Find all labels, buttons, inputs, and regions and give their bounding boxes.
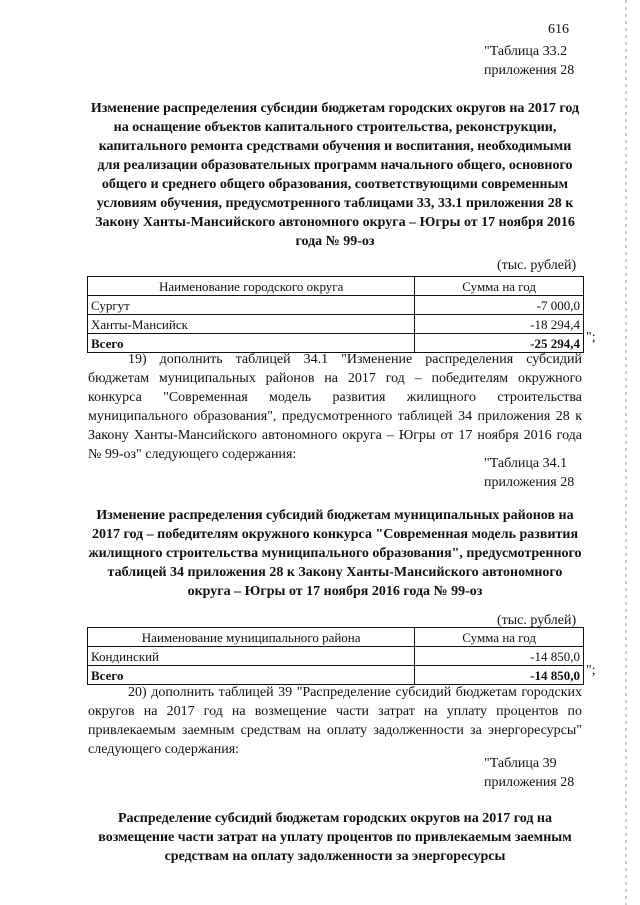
column-header: Наименование муниципального района — [88, 628, 415, 647]
table-34-1-reference — [484, 454, 574, 492]
district-name: Кондинский — [88, 647, 415, 666]
table-33-2-units: (тыс. рублей) — [497, 258, 577, 273]
total-label: Всего — [88, 666, 415, 685]
closing-quote: "; — [586, 330, 596, 345]
reference-line: "Таблица 39 — [484, 756, 557, 771]
table-34-1 — [87, 627, 584, 685]
scan-edge — [625, 0, 627, 905]
table-header-row — [88, 277, 584, 296]
table-34-1-units: (тыс. рублей) — [497, 613, 577, 628]
table-row — [88, 647, 584, 666]
page-number: 616 — [548, 22, 569, 37]
amount: -14 850,0 — [415, 647, 584, 666]
table-33-2-reference — [484, 42, 574, 80]
reference-line: "Таблица 34.1 — [484, 456, 568, 471]
total-amount: -14 850,0 — [415, 666, 584, 685]
table-row — [88, 296, 584, 315]
table-row — [88, 315, 584, 334]
paragraph-19: 19) дополнить таблицей 34.1 "Изменение распределения субсидий бюджетам муниципальных районов на 2017 год – победителям окружного конкурса "Современная модель развития жилищного строительства муниципального образования", предусмотренного таблицей 34 приложения 28 к Закону Ханты-Мансийского автономного округа – Югры от 17 ноября 2016 года № 99-оз" следующего содержания: — [88, 352, 582, 462]
table-39-title: Распределение субсидий бюджетам городских округов на 2017 год на возмещение части затрат на уплату процентов по привлекаемым заемным средствам на оплату задолженности за энергоресурсы — [98, 811, 572, 864]
district-name: Ханты-Мансийск — [88, 315, 415, 334]
column-header: Наименование городского округа — [88, 277, 415, 296]
table-33-2 — [87, 276, 584, 353]
reference-line: "Таблица 33.2 — [484, 44, 568, 59]
total-amount: -25 294,4 — [415, 334, 584, 353]
amount: -18 294,4 — [415, 315, 584, 334]
reference-line: приложения 28 — [484, 775, 575, 790]
column-header: Сумма на год — [415, 277, 584, 296]
table-total-row — [88, 666, 584, 685]
total-label: Всего — [88, 334, 415, 353]
table-33-2-title: Изменение распределения субсидии бюджетам городских округов на 2017 год на оснащение объектов капитального строительства, реконструкции, капитального ремонта средствами обучения и воспитания, необходимыми для реализации образовательных программ начального общего, основного общего и среднего общего образования, соответствующими современным условиям обучения, предусмотренного таблицами 33, 33.1 приложения 28 к Закону Ханты-Мансийского автономного округа – Югры от 17 ноября 2016 года № 99-оз — [90, 101, 580, 249]
district-name: Сургут — [88, 296, 415, 315]
column-header: Сумма на год — [415, 628, 584, 647]
reference-line: приложения 28 — [484, 475, 575, 490]
table-34-1-title: Изменение распределения субсидий бюджетам муниципальных районов на 2017 год – победителям окружного конкурса "Современная модель развития жилищного строительства муниципального образования", предусмотренного таблицей 34 приложения 28 к Закону Ханты-Мансийского автономного округа – Югры от 17 ноября 2016 года № 99-оз — [88, 508, 582, 599]
reference-line: приложения 28 — [484, 63, 575, 78]
closing-quote: "; — [586, 663, 596, 678]
paragraph-20: 20) дополнить таблицей 39 "Распределение субсидий бюджетам городских округов на 2017 год на возмещение части затрат на уплату процентов по привлекаемым заемным средствам на оплату задолженности за энергоресурсы" следующего содержания: — [88, 685, 582, 757]
table-header-row — [88, 628, 584, 647]
table-39-reference — [484, 754, 574, 792]
amount: -7 000,0 — [415, 296, 584, 315]
